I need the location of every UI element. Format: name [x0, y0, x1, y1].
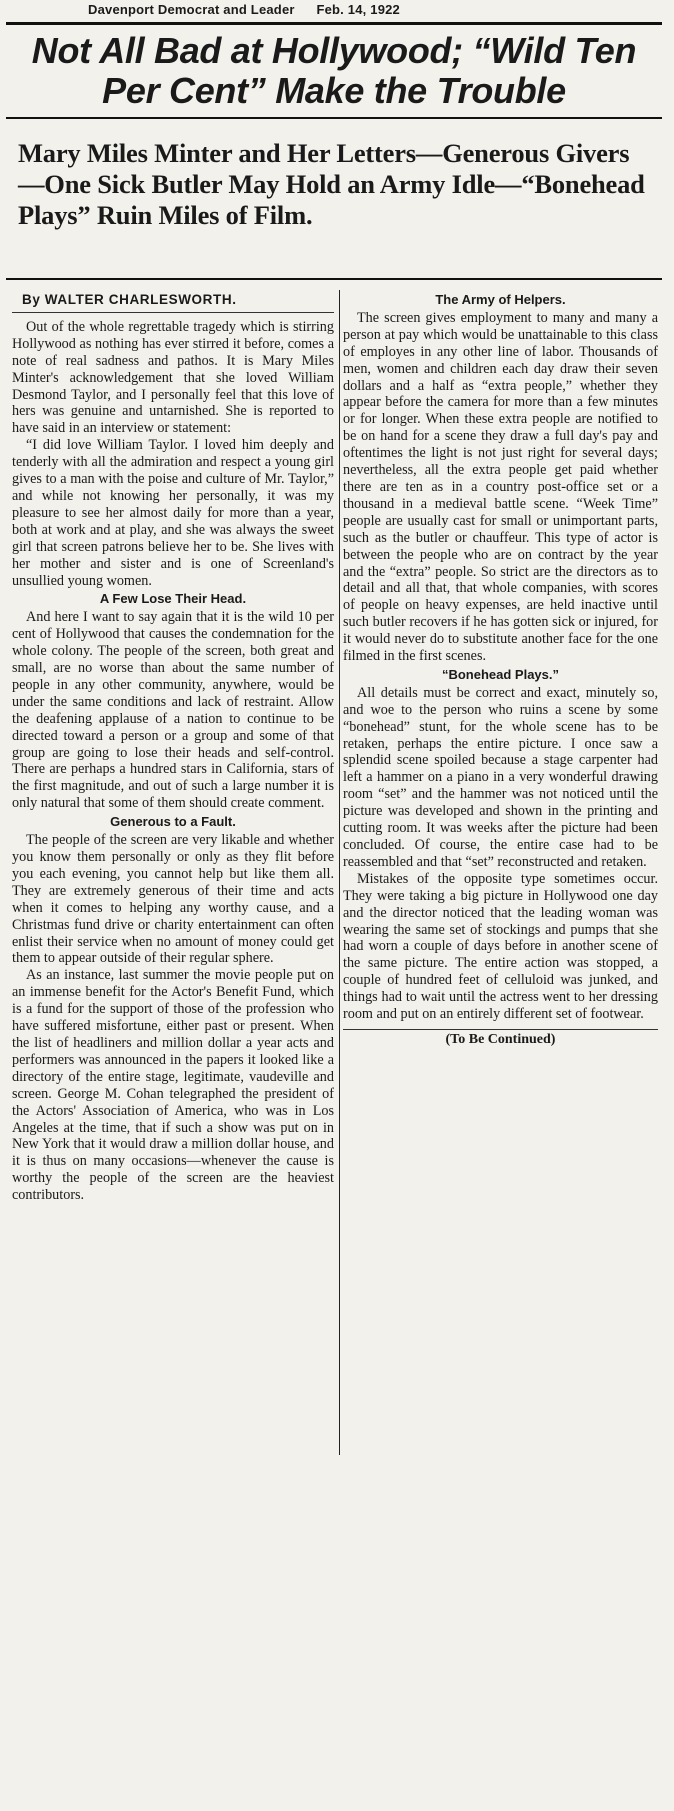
- paragraph: All details must be correct and exact, minutely so, and woe to the person who ruins a scene by some “bonehead” stunt, for the whole scene has to be retaken, perhaps the entire picture. I once saw a splendid scene spoiled because a stage carpenter had left a hammer on a piano in a very wonderful drawing room “set” and the hammer was not noticed until the picture was developed and shown in the printing and cutting room. It was weeks after the picture had been concluded. Of course, the entire case had to be reassembled and that “set” reconstructed and retaken.: [343, 684, 658, 870]
- deck-headline: Mary Miles Minter and Her Letters—Generous Givers—One Sick Butler May Hold an Army Idle—“Bonehead Plays” Ruin Miles of Film.: [18, 138, 645, 230]
- paragraph: The screen gives employment to many and many a person at pay which would be unattainable to this class of employes in any other line of labor. Thousands of men, women and children each day draw their seven dollars and a half as “extra people,” whether they appear before the camera for more than a few minutes or for longer. When these extra people are notified to be on hand for a scene they draw a full day's pay and oftentimes the light is not just right for several days; nevertheless, all the extra people get paid whether there are ten as in a country post-office set or a thousand in a medieval battle scene. “Week Time” people are usually cast for small or unimportant parts, such as the butler or chauffeur. This type of actor is between the people who are on contract by the year and the “extra” people. So strict are the directors as to detail and all that, that whole companies, with scores of people on heavy expenses, are held inactive until such butler recovers if he has gotten sick or injured, for it would never do to substitute another face for the one filmed in the first scenes.: [343, 309, 658, 665]
- paragraph: And here I want to say again that it is the wild 10 per cent of Hollywood that causes the condemnation for the whole colony. The people of the screen, both great and small, are no worse than about the same number of people in any other community, anywhere, would be under the same conditions and lack of restraint. Allow the deafening applause of a nation to continue to be directed toward a person or a group and some of that group are going to lose their heads and self-control. There are perhaps a hundred stars in California, stars of the first magnitude, and out of such a large number it is only natural that some of them should create comment.: [12, 609, 334, 812]
- subhead-generous: Generous to a Fault.: [110, 814, 236, 830]
- right-column: [343, 290, 658, 1049]
- paragraph: Mistakes of the opposite type sometimes occur. They were taking a big picture in Hollywood one day and the director noticed that the leading woman was wearing the same set of stockings and pumps that she had worn a couple of days before in another scene of the same picture. The entire action was stopped, a couple of hundred feet of celluloid was junked, and things had to wait until the actress went to her dressing room and put on an entirely different set of footwear.: [343, 870, 658, 1023]
- headline-box: [6, 22, 662, 119]
- paragraph: “I did love William Taylor. I loved him deeply and tenderly with all the admiration and respect a young girl gives to a man with the poise and culture of Mr. Taylor,” and while not knowing her personally, it was my pleasure to see her almost daily for more than a year, both at work and at play, and she was always the sweet girl that screen patrons believe her to be. She lives with her mother and sister and is one of Screenland's unsullied young women.: [12, 437, 334, 589]
- article-columns: [6, 290, 662, 1805]
- left-column: [12, 290, 334, 1204]
- column-rule: [339, 290, 340, 1455]
- headline: Not All Bad at Hollywood; “Wild Ten Per Cent” Make the Trouble: [31, 30, 637, 111]
- paragraph: The people of the screen are very likable and whether you know them personally or only as they flit before you each evening, you cannot help but like them all. They are extremely generous of their time and acts when it comes to helping any worthy cause, and a Christmas fund drive or charity entertainment can often enlist their service when no amount of money could get them to appear outside of their regular sphere.: [12, 832, 334, 967]
- newspaper-name: Davenport Democrat and Leader: [88, 2, 295, 17]
- paragraph: As an instance, last summer the movie people put on an immense benefit for the Actor's Benefit Fund, which is a fund for the support of those of the profession who have suffered misfortune, either past or present. When the list of headliners and million dollar a year acts and performers was announced in the papers it looked like a directory of the entire stage, legitimate, vaudeville and screen. George M. Cohan telegraphed the president of the Actors' Association of America, who was in Los Angeles at the time, that if such a show was put on in New York that it would draw a million dollar house, and it is thus on many occasions—whenever the cause is worthy the people of the screen are the heaviest contributors.: [12, 967, 334, 1204]
- source-line: [88, 2, 400, 17]
- publication-date: Feb. 14, 1922: [316, 2, 400, 17]
- byline: By WALTER CHARLESWORTH.: [12, 292, 334, 313]
- subhead-few-lose-head: A Few Lose Their Head.: [99, 591, 247, 607]
- deck-box: [6, 132, 662, 280]
- to-be-continued: (To Be Continued): [343, 1029, 658, 1049]
- subhead-army-of-helpers: The Army of Helpers.: [435, 292, 566, 307]
- paragraph: Out of the whole regrettable tragedy which is stirring Hollywood as nothing has ever stirred it before, comes a note of real sadness and pathos. It is Mary Miles Minter's acknowledgement that she loved William Desmond Taylor, and I personally feel that this love of hers was genuine and untarnished. She is reported to have said in an interview or statement:: [12, 318, 334, 437]
- subhead-bonehead-plays: “Bonehead Plays.”: [441, 666, 560, 682]
